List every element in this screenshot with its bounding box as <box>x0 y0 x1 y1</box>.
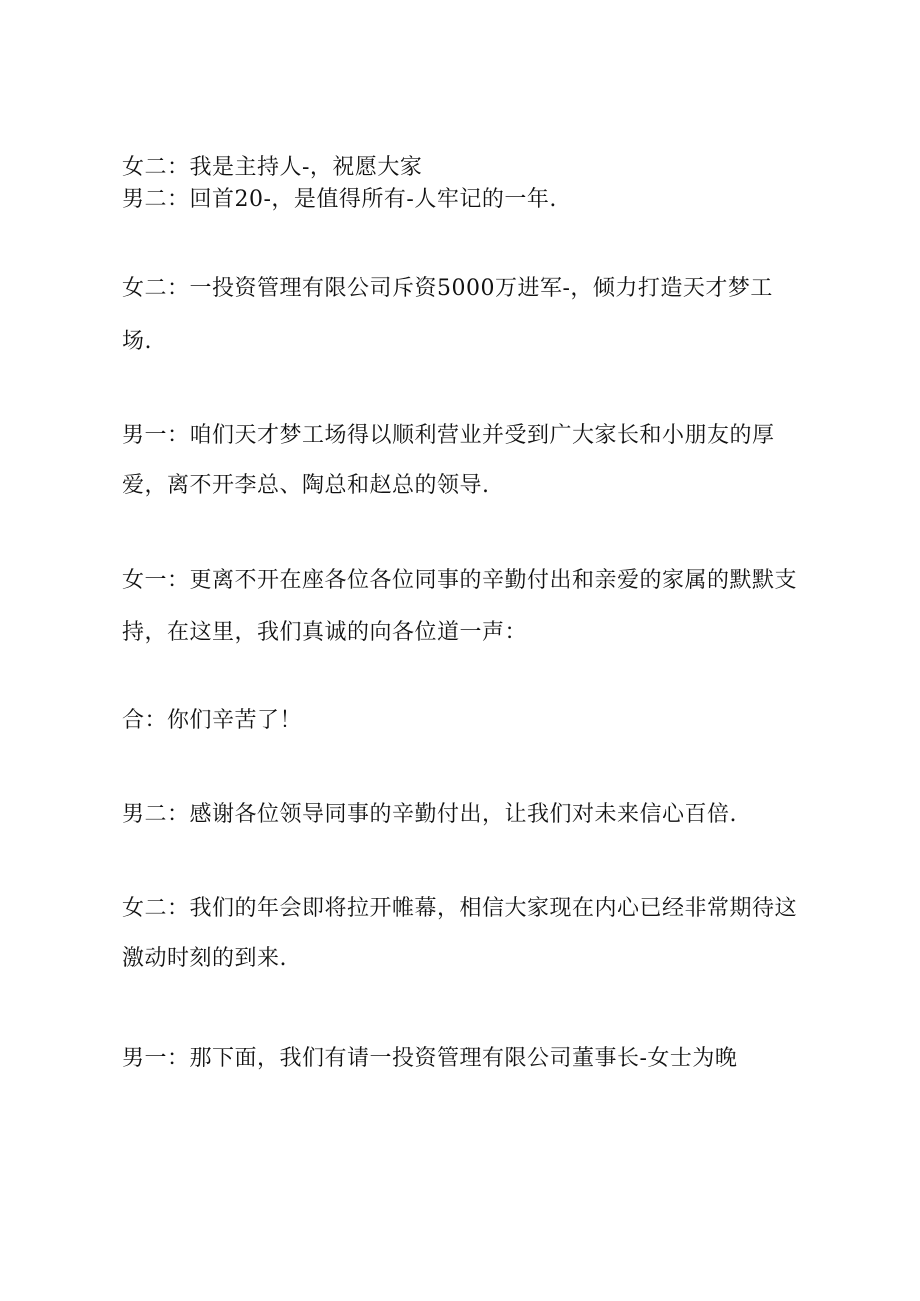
dialogue-line: 男一：那下面，我们有请一投资管理有限公司董事长-女士为晚 <box>122 1046 738 1071</box>
dialogue-line: 女一：更离不开在座各位各位同事的辛勤付出和亲爱的家属的默默支 <box>122 568 798 593</box>
dialogue-line-continuation: 爱，离不开李总、陶总和赵总的领导. <box>122 473 490 498</box>
dialogue-line: 男二：感谢各位领导同事的辛勤付出，让我们对未来信心百倍. <box>122 802 737 827</box>
dialogue-line: 女二：我是主持人-，祝愿大家 <box>122 155 423 180</box>
dialogue-line-continuation: 持，在这里，我们真诚的向各位道一声： <box>122 620 528 645</box>
dialogue-line: 男一：咱们天才梦工场得以顺利营业并受到广大家长和小朋友的厚 <box>122 423 775 448</box>
dialogue-line: 合：你们辛苦了！ <box>122 708 303 733</box>
dialogue-line: 女二：我们的年会即将拉开帷幕，相信大家现在内心已经非常期待这 <box>122 896 798 921</box>
dialogue-line: 女二：一投资管理有限公司斥资5000万进军-，倾力打造天才梦工 <box>122 276 773 301</box>
dialogue-line-continuation: 场. <box>122 329 152 354</box>
dialogue-line-continuation: 激动时刻的到来. <box>122 946 287 971</box>
dialogue-line: 男二：回首20-，是值得所有-人牢记的一年. <box>122 187 557 212</box>
